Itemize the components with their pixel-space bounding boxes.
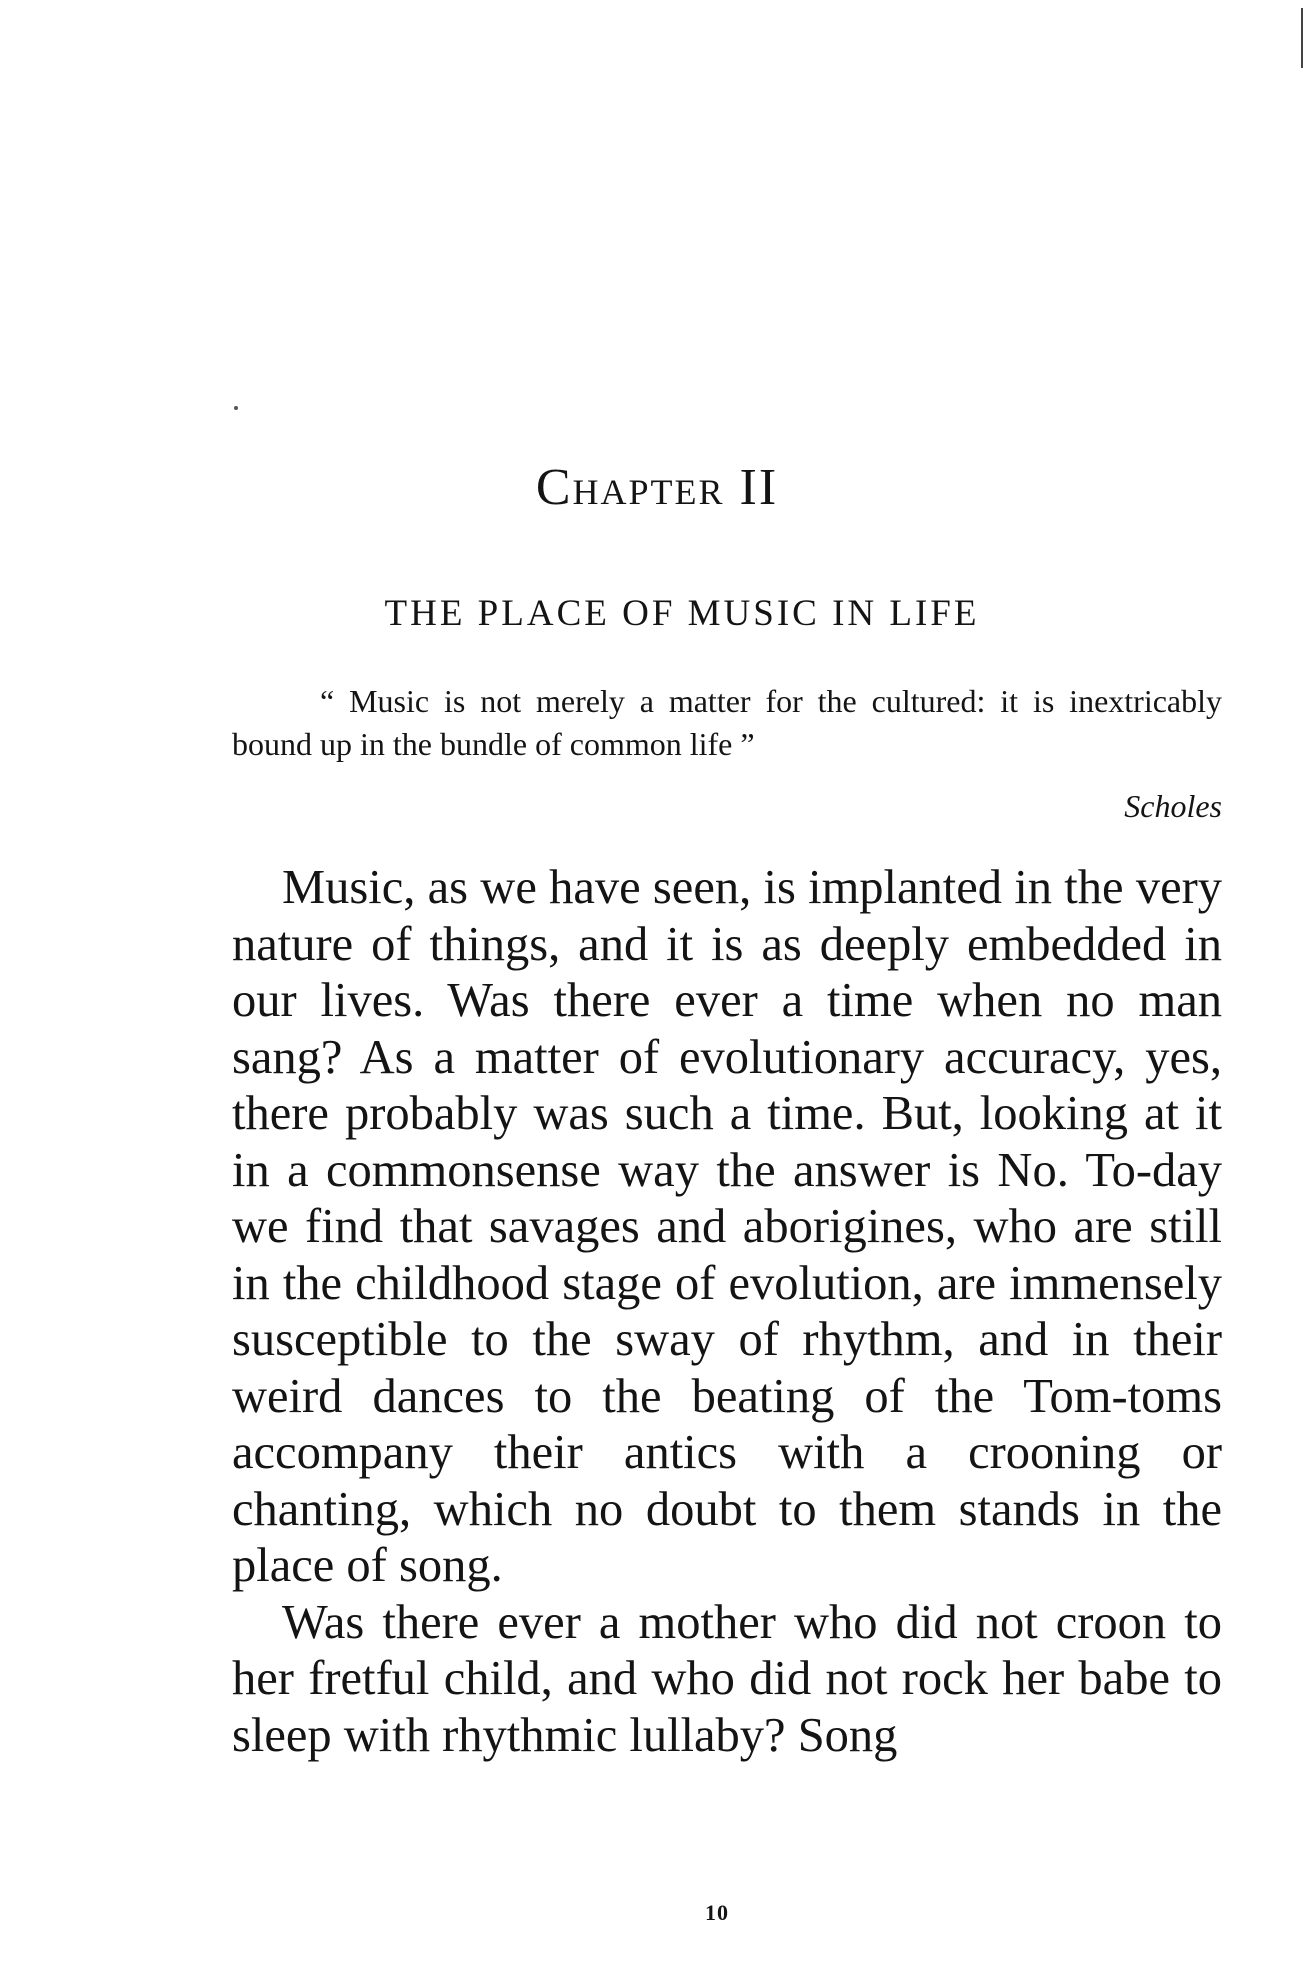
scan-edge-mark (1301, 8, 1303, 68)
page-number: 10 (705, 1900, 729, 1925)
paragraph-1: Music, as we have seen, is implanted in the very nature of things, and it is as deeply embedded in our lives. Was there ever a time when no man sang? As a matter of evolutionary accuracy, yes, there probably was such a time. But, looking at it in a commonsense way the answer is No. To-day we find that savages and aborigines, who are still in the childhood stage of evolution, are immensely susceptible to the sway of rhythm, and in their weird dances to the beating of the Tom-toms accompany their antics with a crooning or chanting, which no doubt to them stands in the place of song. (232, 861, 1222, 1592)
chapter-heading: Chapter II (535, 459, 779, 516)
scan-speck (234, 406, 238, 410)
epigraph-attribution: Scholes (1124, 788, 1222, 824)
body-text (232, 860, 1222, 1764)
paragraph-2: Was there ever a mother who did not croon to her fretful child, and who did not rock her babe to sleep with rhythmic lullaby? Song (232, 1595, 1222, 1762)
epigraph-quote: “ Music is not merely a matter for the cultured: it is inextricably bound up in the bundle of common life ” (232, 683, 1222, 762)
chapter-title: THE PLACE OF MUSIC IN LIFE (384, 593, 980, 634)
